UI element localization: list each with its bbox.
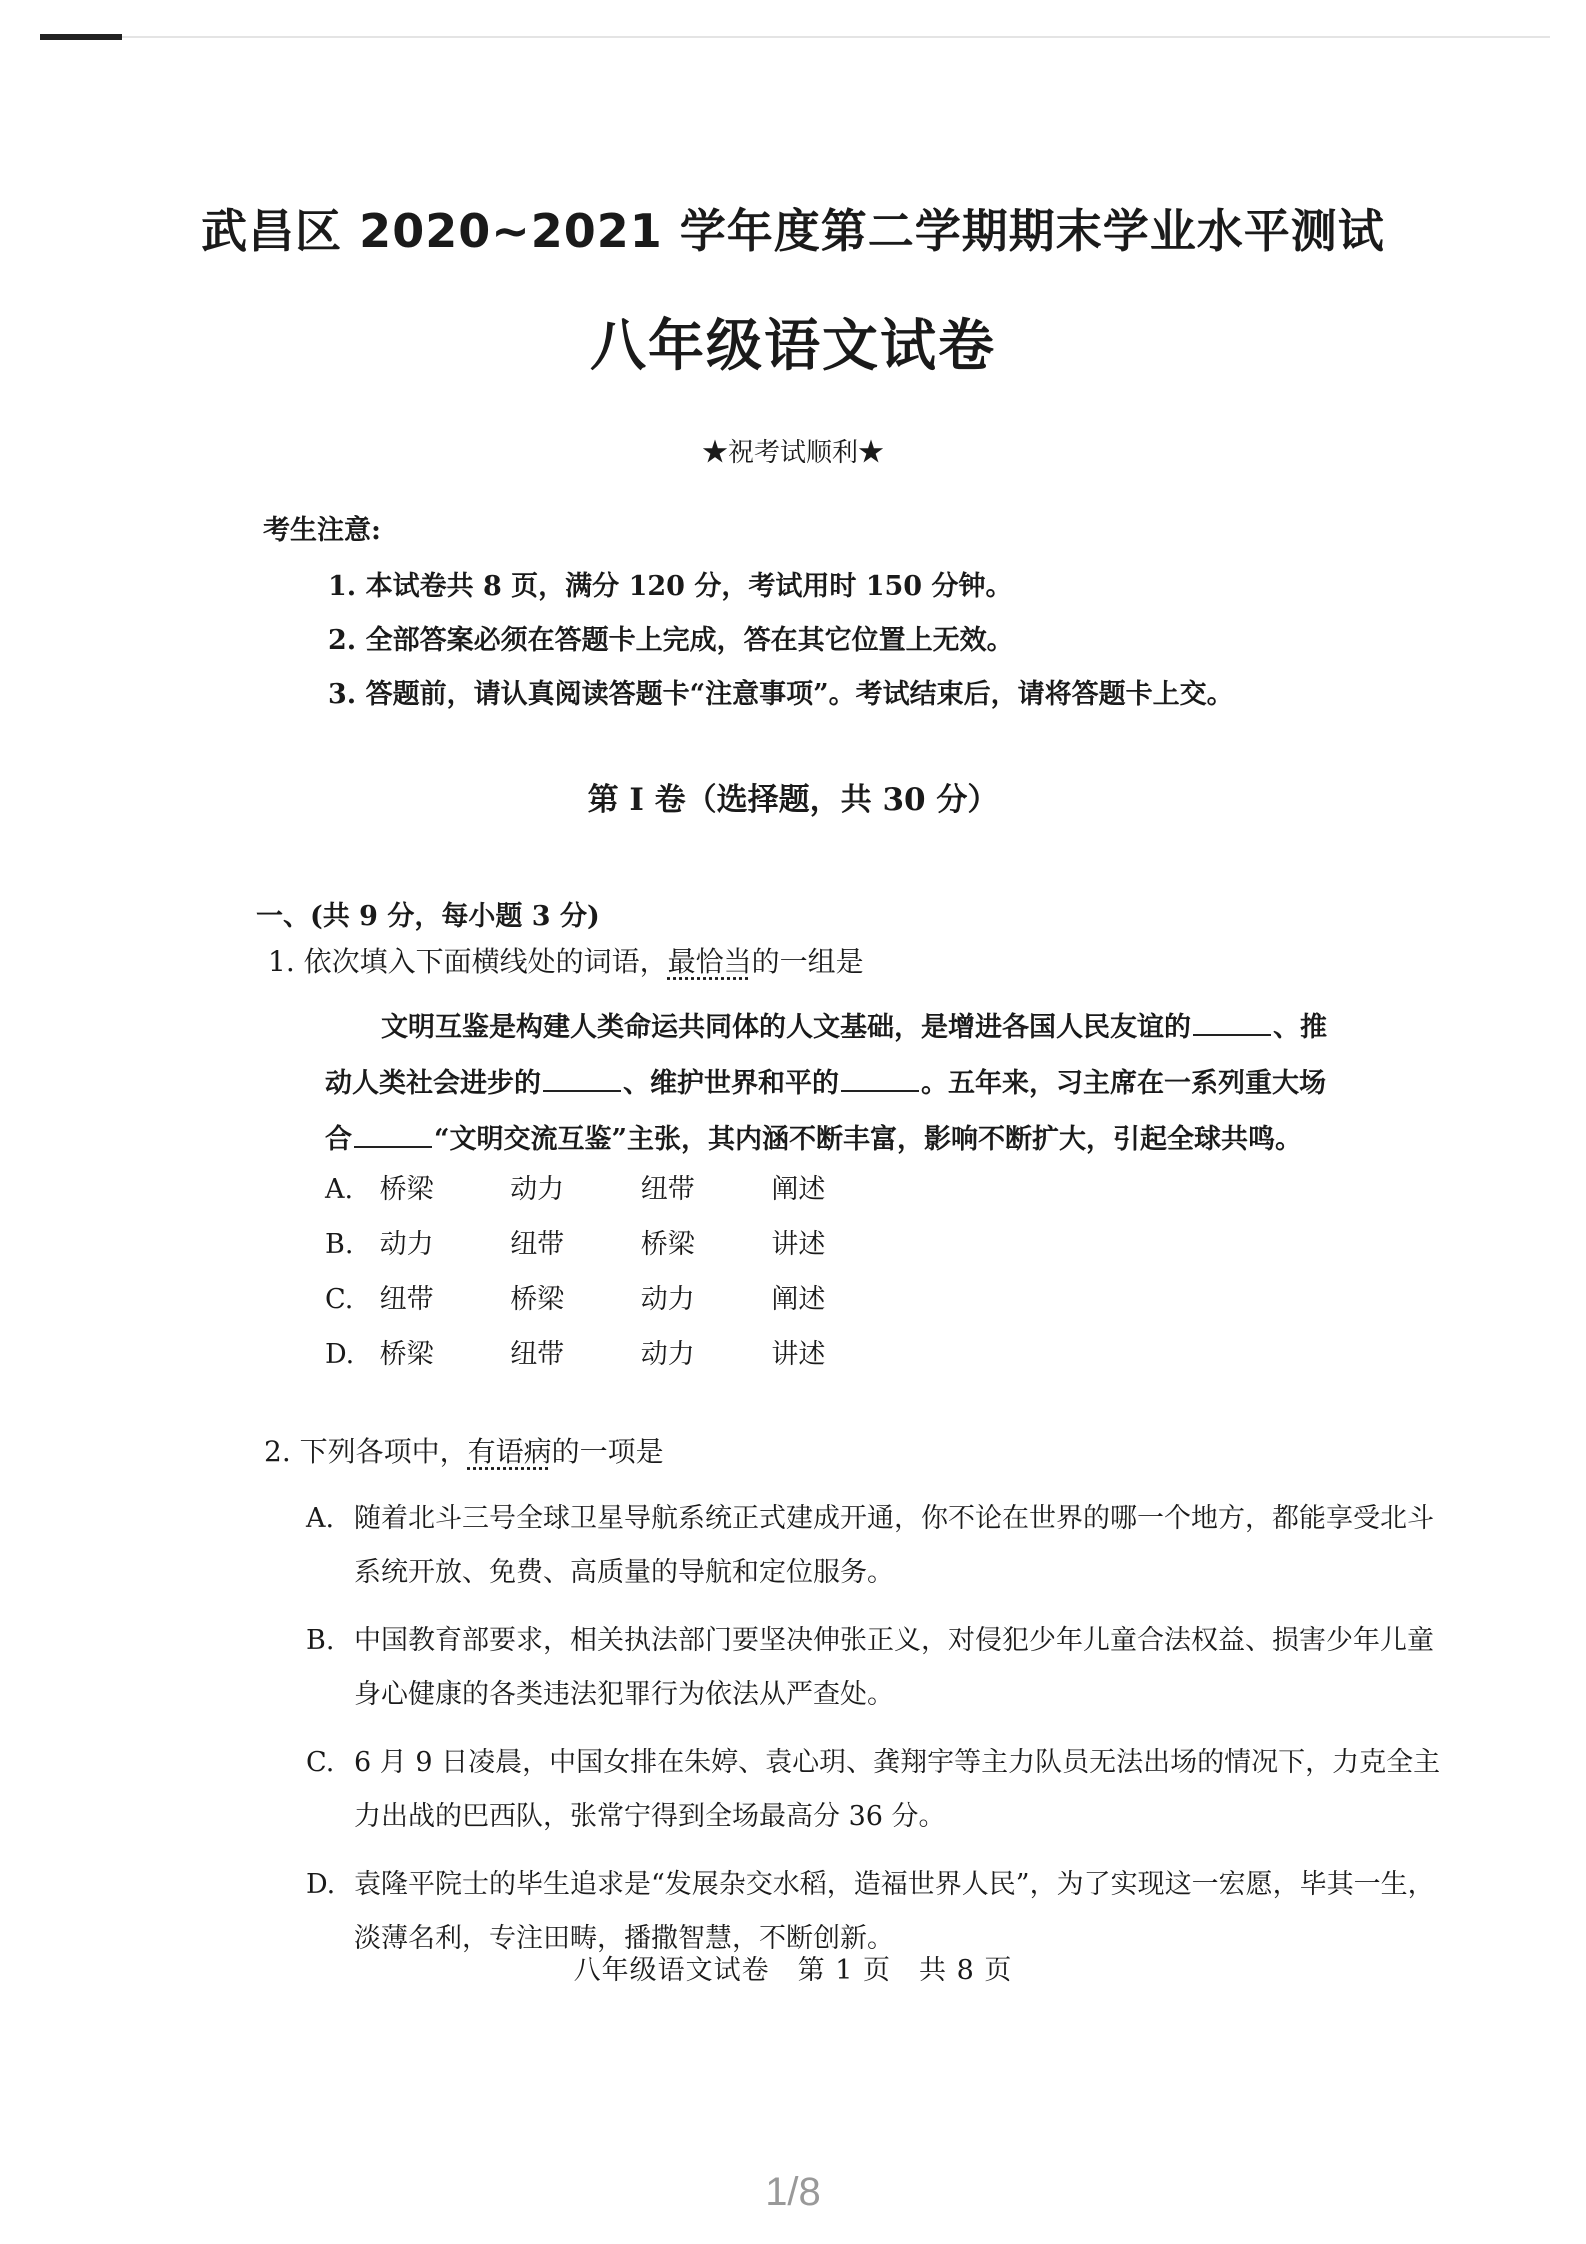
option-word: 桥梁 bbox=[510, 1284, 565, 1315]
option-c bbox=[325, 1272, 893, 1327]
option-text: 中国教育部要求，相关执法部门要坚决伸张正义，对侵犯少年儿童合法权益、损害少年儿童身心健康的各类违法犯罪行为依法从严查处。 bbox=[354, 1625, 1434, 1710]
option-word: 桥梁 bbox=[379, 1339, 434, 1370]
option-letter: A. bbox=[306, 1503, 335, 1534]
passage-text: 合 bbox=[325, 1124, 352, 1155]
passage-text: 、推 bbox=[1273, 1012, 1327, 1043]
fill-blank bbox=[841, 1066, 919, 1092]
section-title: 第 I 卷（选择题，共 30 分） bbox=[587, 782, 999, 818]
option-word: 纽带 bbox=[510, 1339, 565, 1370]
document-title: 武昌区 2020~2021 学年度第二学期期末学业水平测试 bbox=[201, 204, 1385, 258]
passage-text: 。五年来，习主席在一系列重大场 bbox=[921, 1068, 1326, 1099]
option-b bbox=[325, 1217, 893, 1272]
option-word: 讲述 bbox=[771, 1339, 826, 1370]
option-b bbox=[306, 1614, 1456, 1722]
passage-line bbox=[325, 1000, 1455, 1056]
question-2-stem bbox=[264, 1430, 664, 1470]
option-word: 桥梁 bbox=[640, 1229, 695, 1260]
option-c bbox=[306, 1736, 1456, 1844]
question-stem-emphasis: 有语病 bbox=[467, 1435, 552, 1468]
page-footer: 八年级语文试卷 第 1 页 共 8 页 bbox=[573, 1955, 1013, 1986]
part-heading: 一、(共 9 分，每小题 3 分) bbox=[256, 901, 600, 932]
passage-text: 动人类社会进步的 bbox=[325, 1068, 541, 1099]
question-1-stem bbox=[268, 940, 864, 980]
option-text: 袁隆平院士的毕生追求是“发展杂交水稻，造福世界人民”，为了实现这一宏愿，毕其一生，淡薄名利，专注田畴，播撒智慧，不断创新。 bbox=[354, 1869, 1435, 1954]
option-word: 动力 bbox=[379, 1229, 434, 1260]
passage-line bbox=[325, 1056, 1455, 1112]
option-d bbox=[325, 1327, 893, 1382]
question-1-passage bbox=[325, 1000, 1455, 1168]
option-letter: B. bbox=[306, 1625, 335, 1656]
exam-wish: ★祝考试顺利★ bbox=[701, 438, 884, 468]
passage-text: 、维护世界和平的 bbox=[623, 1068, 839, 1099]
passage-text: “文明交流互鉴”主张，其内涵不断丰富，影响不断扩大，引起全球共鸣。 bbox=[434, 1124, 1303, 1155]
fill-blank bbox=[543, 1066, 621, 1092]
option-letter: C. bbox=[325, 1284, 354, 1315]
option-word: 纽带 bbox=[379, 1284, 434, 1315]
question-stem-text: 的一项是 bbox=[551, 1435, 664, 1468]
option-word: 动力 bbox=[510, 1174, 565, 1205]
page-indicator: 1/8 bbox=[765, 2170, 821, 2214]
option-word: 阐述 bbox=[771, 1174, 826, 1205]
option-letter: A. bbox=[325, 1174, 354, 1205]
question-stem-text: 的一组是 bbox=[751, 945, 864, 978]
question-stem-text: 1. 依次填入下面横线处的词语， bbox=[268, 945, 668, 978]
fill-blank bbox=[354, 1122, 432, 1148]
option-text: 随着北斗三号全球卫星导航系统正式建成开通，你不论在世界的哪一个地方，都能享受北斗系统开放、免费、高质量的导航和定位服务。 bbox=[354, 1503, 1434, 1588]
document-subtitle: 八年级语文试卷 bbox=[590, 314, 996, 379]
option-word: 阐述 bbox=[771, 1284, 826, 1315]
option-a bbox=[325, 1162, 893, 1217]
option-letter: B. bbox=[325, 1229, 354, 1260]
passage-text: 文明互鉴是构建人类命运共同体的人文基础，是增进各国人民友谊的 bbox=[381, 1012, 1191, 1043]
option-letter: C. bbox=[306, 1747, 335, 1778]
option-a bbox=[306, 1492, 1456, 1600]
option-word: 动力 bbox=[640, 1284, 695, 1315]
option-word: 纽带 bbox=[510, 1229, 565, 1260]
notice-heading: 考生注意: bbox=[263, 515, 381, 546]
notice-item: 1. 本试卷共 8 页，满分 120 分，考试用时 150 分钟。 bbox=[328, 571, 1013, 602]
question-1-options bbox=[325, 1162, 893, 1382]
option-text: 6 月 9 日凌晨，中国女排在朱婷、袁心玥、龚翔宇等主力队员无法出场的情况下，力克全主力出战的巴西队，张常宁得到全场最高分 36 分。 bbox=[354, 1747, 1441, 1832]
option-word: 纽带 bbox=[640, 1174, 695, 1205]
question-stem-emphasis: 最恰当 bbox=[667, 945, 752, 978]
passage-line bbox=[325, 1112, 1455, 1168]
question-2-options bbox=[306, 1492, 1456, 1980]
option-letter: D. bbox=[325, 1339, 355, 1370]
notice-list bbox=[328, 560, 1458, 722]
option-word: 动力 bbox=[640, 1339, 695, 1370]
question-stem-text: 2. 下列各项中， bbox=[264, 1435, 468, 1468]
option-word: 讲述 bbox=[771, 1229, 826, 1260]
option-word: 桥梁 bbox=[379, 1174, 434, 1205]
option-letter: D. bbox=[306, 1869, 336, 1900]
notice-item: 2. 全部答案必须在答题卡上完成，答在其它位置上无效。 bbox=[328, 625, 1014, 656]
notice-item: 3. 答题前，请认真阅读答题卡“注意事项”。考试结束后，请将答题卡上交。 bbox=[328, 679, 1234, 710]
fill-blank bbox=[1193, 1010, 1271, 1036]
